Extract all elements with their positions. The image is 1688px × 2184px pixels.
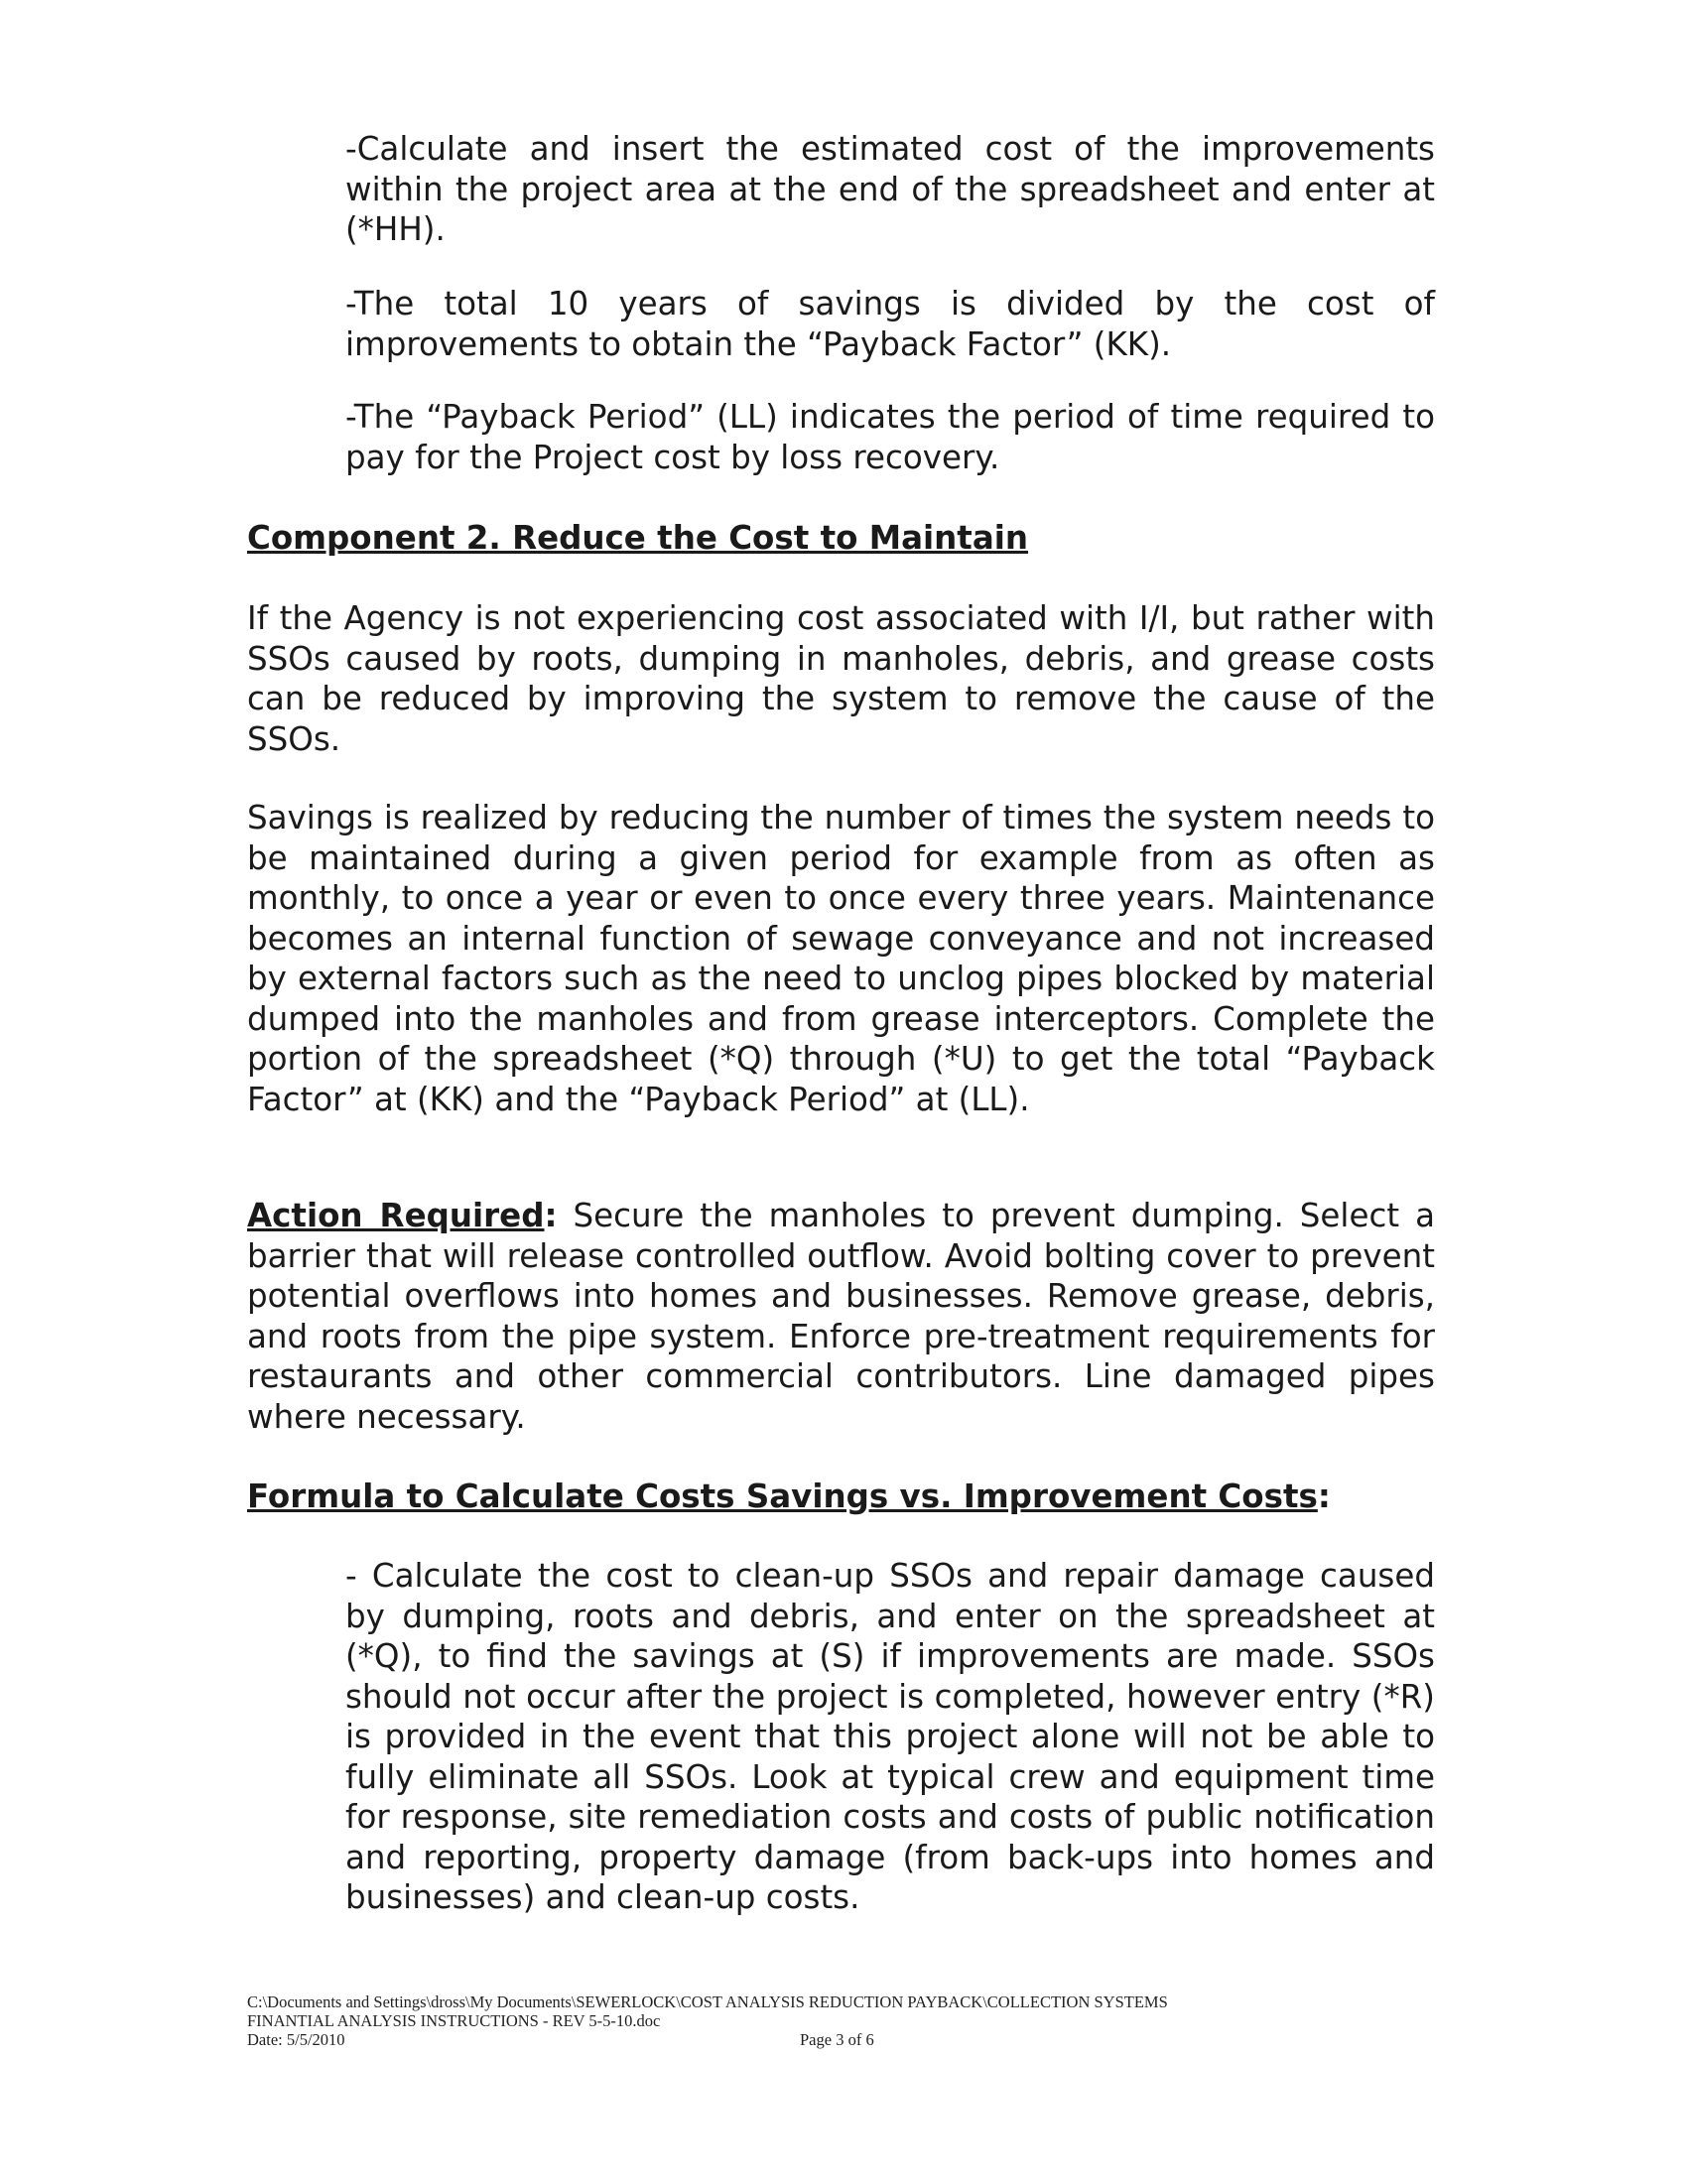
formula-heading-text: Formula to Calculate Costs Savings vs. Improvement Costs bbox=[247, 1477, 1318, 1515]
footer-path-line1: C:\Documents and Settings\dross\My Documents\SEWERLOCK\COST ANALYSIS REDUCTION PAYBACK\COLLECTION SYSTEMS bbox=[247, 1992, 1168, 2011]
footer-path-line2: FINANTIAL ANALYSIS INSTRUCTIONS - REV 5-5-10.doc bbox=[247, 2011, 661, 2030]
calc-cost-paragraph: -Calculate and insert the estimated cost of the improvements within the project area at the end of the spreadsheet and enter at (*HH). bbox=[345, 130, 1435, 248]
component2-intro-paragraph: If the Agency is not experiencing cost associated with I/I, but rather with SSOs caused by roots, dumping in manholes, debris, and grease costs can be reduced by improving the system to remove the cause of the SSOs. bbox=[247, 599, 1435, 758]
formula-item-paragraph: - Calculate the cost to clean-up SSOs and repair damage caused by dumping, roots and debris, and enter on the spreadsheet at (*Q), to find the savings at (S) if improvements are made. SSOs should not occur after the project is completed, however entry (*R) is provided in the event that this project alone will not be able to fully eliminate all SSOs. Look at typical crew and equipment time for response, site remediation costs and costs of public notification and reporting, property damage (from back-ups into homes and businesses) and clean-up costs. bbox=[345, 1557, 1435, 1916]
component2-heading bbox=[247, 518, 1028, 559]
payback-period-paragraph: -The “Payback Period” (LL) indicates the period of time required to pay for the Project cost by loss recovery. bbox=[345, 398, 1435, 476]
action-required-text: Secure the manholes to prevent dumping. Select a barrier that will release controlled outflow. Avoid bolting cover to prevent potential overflows into homes and businesses. Remove grease, debris, and roots from the pipe system. Enforce pre-treatment requirements for restaurants and other commercial contributors. Line damaged pipes where necessary. bbox=[247, 1197, 1435, 1436]
action-required-paragraph bbox=[247, 1196, 1435, 1437]
footer-date: Date: 5/5/2010 bbox=[247, 2030, 345, 2049]
payback-factor-paragraph: -The total 10 years of savings is divided by the cost of improvements to obtain the “Payback Factor” (KK). bbox=[345, 285, 1435, 363]
action-required-colon: : bbox=[544, 1197, 558, 1234]
page-footer bbox=[247, 1992, 1438, 2049]
formula-heading-colon: : bbox=[1317, 1477, 1331, 1515]
footer-date-row bbox=[247, 2030, 1438, 2049]
component2-heading-text: Component 2. Reduce the Cost to Maintain bbox=[247, 519, 1029, 557]
formula-heading bbox=[247, 1477, 1331, 1517]
action-required-label: Action Required bbox=[247, 1197, 545, 1234]
footer-page-number: Page 3 of 6 bbox=[800, 2030, 874, 2049]
savings-paragraph: Savings is realized by reducing the number of times the system needs to be maintained during a given period for example from as often as monthly, to once a year or even to once every three years. Maintenance becomes an internal function of sewage conveyance and not increased by external factors such as the need to unclog pipes blocked by material dumped into the manholes and from grease interceptors. Complete the portion of the spreadsheet (*Q) through (*U) to get the total “Payback Factor” at (KK) and the “Payback Period” at (LL). bbox=[247, 799, 1435, 1118]
